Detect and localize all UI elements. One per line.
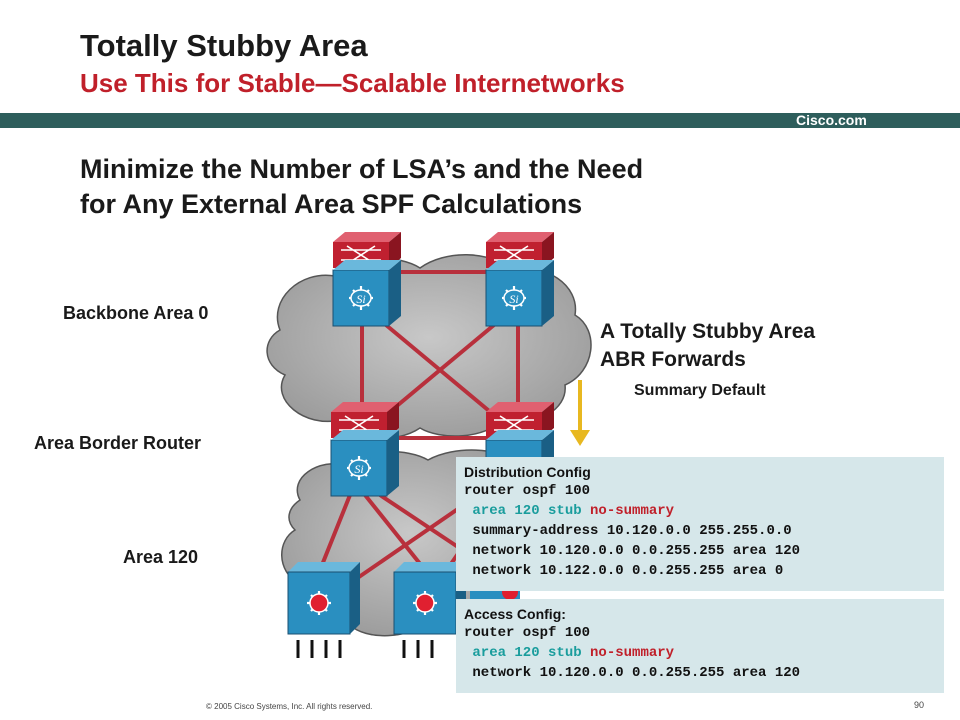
access-config-heading: Access Config: (464, 606, 566, 622)
stub-command: area 120 stub (464, 503, 591, 519)
distribution-config-heading: Distribution Config (464, 464, 591, 480)
config-line: router ospf 100 (464, 625, 591, 641)
no-summary-keyword: no-summary (590, 503, 675, 519)
stub-command: area 120 stub (464, 645, 591, 661)
access-switch-1-icon (288, 562, 360, 658)
distribution-config-box (456, 457, 944, 591)
abr-label: Area Border Router (34, 433, 202, 453)
svg-text:Si: Si (354, 462, 364, 476)
slide-title: Totally Stubby Area (80, 28, 368, 63)
config-line: network 10.122.0.0 0.0.255.255 area 0 (464, 563, 784, 579)
config-line (464, 643, 936, 663)
area-120-label: Area 120 (123, 547, 199, 567)
headline-line-1: Minimize the Number of LSA’s and the Need (80, 154, 644, 184)
access-config-box (456, 599, 944, 693)
svg-text:Si: Si (509, 292, 519, 306)
svg-text:Si: Si (356, 292, 366, 306)
abr-note-line-1: A Totally Stubby Area (600, 320, 816, 343)
abr-note-line-2: ABR Forwards (600, 348, 746, 371)
copyright-footer: © 2005 Cisco Systems, Inc. All rights reserved. (206, 702, 373, 711)
backbone-switch-left-icon (333, 232, 401, 326)
no-summary-keyword: no-summary (590, 645, 675, 661)
page-number: 90 (914, 700, 925, 710)
brand-label: Cisco.com (796, 112, 867, 128)
config-line: network 10.120.0.0 0.0.255.255 area 120 (464, 665, 801, 681)
config-line: router ospf 100 (464, 483, 591, 499)
config-line: network 10.120.0.0 0.0.255.255 area 120 (464, 543, 801, 559)
abr-note (600, 318, 815, 374)
config-line: summary-address 10.120.0.0 255.255.0.0 (464, 523, 792, 539)
config-line (464, 501, 936, 521)
slide-subtitle: Use This for Stable—Scalable Internetworks (80, 68, 625, 98)
headline-line-2: for Any External Area SPF Calculations (80, 189, 583, 219)
backbone-switch-right-icon (486, 232, 554, 326)
abr-switch-left-icon (331, 402, 399, 496)
summary-default-arrow-icon (570, 380, 590, 446)
backbone-area-label: Backbone Area 0 (63, 303, 209, 323)
abr-note-sub: Summary Default (634, 382, 766, 399)
